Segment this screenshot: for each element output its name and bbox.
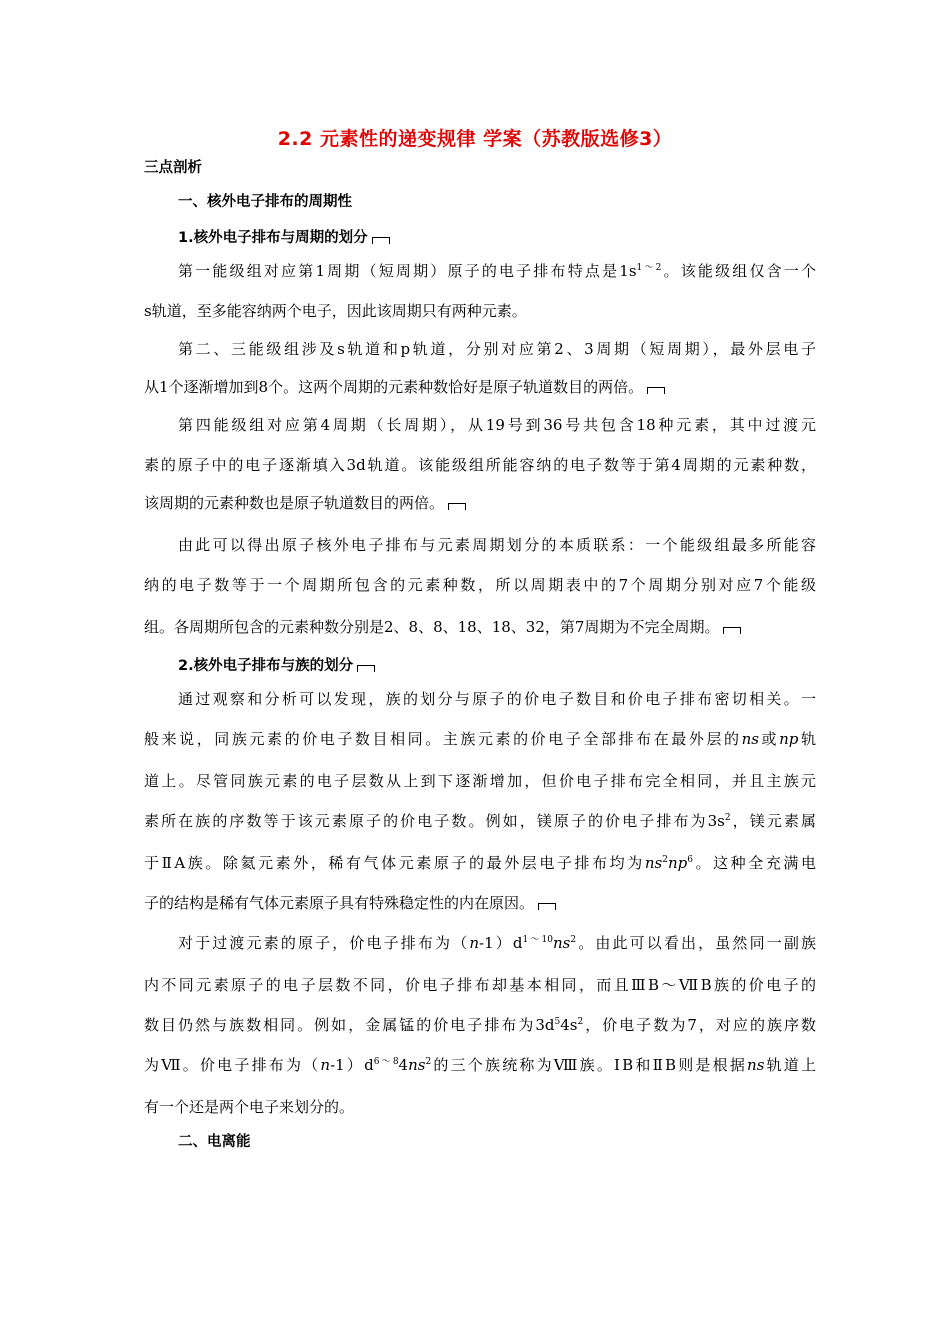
paragraph-line: 通过观察和分析可以发现，族的划分与原子的价电子数目和价电子排布密切相关。一 [178,690,816,708]
edit-mark-icon [723,627,741,634]
edit-mark-icon [448,503,466,510]
paragraph-line: 对于过渡元素的原子，价电子排布为$(n-1)d^{1\sim 10}ns^2$。由此可以看出，虽然同一副族 [178,934,816,952]
subsection2-heading: 2.核外电子排布与族的划分 [178,654,375,675]
section-intro-heading: 三点剖析 [144,160,202,176]
subsection1-heading: 1.核外电子排布与周期的划分 [178,226,390,247]
paragraph-line: 于ⅡA族。除氦元素外，稀有气体元素原子的最外层电子排布均为$ns^2np^6$。这种全充满电 [144,854,816,872]
paragraph-line: 组。各周期所包含的元素种数分别是2、8、8、18、18、32，第7周期为不完全周期。 [144,616,816,637]
paragraph-line: 有一个还是两个电子来划分的。 [144,1098,355,1116]
paragraph-line: 素的原子中的电子逐渐填入3d轨道。该能级组所能容纳的电子数等于第4周期的元素种数， [144,456,816,474]
section2-heading: 二、电离能 [178,1134,251,1150]
paragraph-line: 般来说，同族元素的价电子数目相同。主族元素的价电子全部排布在最外层的ns或np轨 [144,730,816,748]
paragraph-line: 第一能级组对应第1周期（短周期）原子的电子排布特点是$1s^{1\sim 2}$。该能级组仅含一个 [178,262,816,280]
section1-heading: 一、核外电子排布的周期性 [178,194,352,210]
paragraph-line: 数目仍然与族数相同。例如，金属锰的价电子排布为$3d^54s^2$，价电子数为7，对应的族序数 [144,1016,816,1034]
paragraph-line: 该周期的元素种数也是原子轨道数目的两倍。 [144,492,816,513]
paragraph-line: 子的结构是稀有气体元素原子具有特殊稳定性的内在原因。 [144,892,816,913]
edit-mark-icon [357,665,375,672]
paragraph-line: 由此可以得出原子核外电子排布与元素周期划分的本质联系：一个能级组最多所能容 [178,536,816,554]
edit-mark-icon [538,903,556,910]
edit-mark-icon [647,387,665,394]
paragraph-line: 从1个逐渐增加到8个。这两个周期的元素种数恰好是原子轨道数目的两倍。 [144,376,816,397]
paragraph-line: 道上。尽管同族元素的电子层数从上到下逐渐增加，但价电子排布完全相同，并且主族元 [144,772,816,790]
paragraph-line: 内不同元素原子的电子层数不同，价电子排布却基本相同，而且ⅢB～ⅦB族的价电子的 [144,976,816,994]
paragraph-line: 纳的电子数等于一个周期所包含的元素种数，所以周期表中的7个周期分别对应7个能级 [144,576,816,594]
paragraph-line: 素所在族的序数等于该元素原子的价电子数。例如，镁原子的价电子排布为$3s^2$，镁元素属 [144,812,816,830]
document-title: 2.2 元素性的递变规律 学案（苏教版选修3） [277,128,673,150]
paragraph-line: 第二、三能级组涉及s轨道和p轨道，分别对应第2、3周期（短周期），最外层电子 [178,340,816,358]
edit-mark-icon [372,237,390,244]
paragraph-line: 第四能级组对应第4周期（长周期），从19号到36号共包含18种元素，其中过渡元 [178,416,816,434]
paragraph-line: s轨道，至多能容纳两个电子，因此该周期只有两种元素。 [144,302,527,320]
paragraph-line: 为Ⅶ。价电子排布为$(n-1)d^{6\sim 8}4ns^2$的三个族统称为Ⅷ族。ⅠB和ⅡB则是根据ns轨道上 [144,1056,816,1074]
